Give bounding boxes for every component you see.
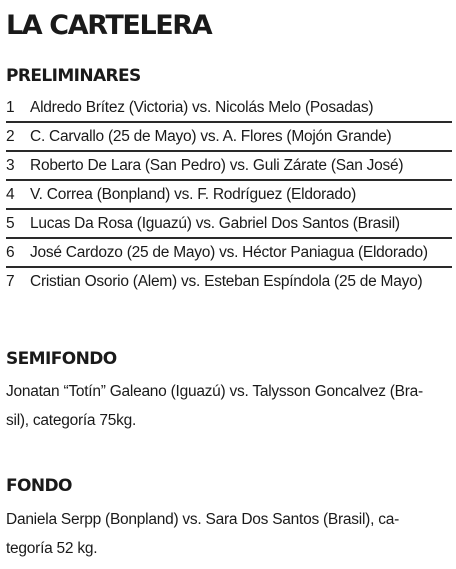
preliminares-list	[6, 94, 452, 295]
fight-text: Aldredo Brítez (Victoria) vs. Nicolás Melo (Posadas)	[30, 98, 374, 116]
list-item	[6, 94, 452, 123]
fight-number: 3	[6, 156, 15, 174]
fight-number: 7	[6, 272, 15, 290]
semifondo-line: sil), categoría 75kg.	[6, 412, 137, 429]
fight-number: 5	[6, 214, 15, 232]
fondo-line: Daniela Serpp (Bonpland) vs. Sara Dos Santos (Brasil), ca-	[6, 511, 399, 528]
fight-text: José Cardozo (25 de Mayo) vs. Héctor Paniagua (Eldorado)	[30, 243, 428, 261]
list-item	[6, 152, 452, 181]
fight-number: 1	[6, 98, 15, 116]
fondo-text	[6, 505, 454, 563]
fight-text: C. Carvallo (25 de Mayo) vs. A. Flores (Mojón Grande)	[30, 127, 392, 145]
list-item	[6, 268, 452, 295]
fight-number: 2	[6, 127, 15, 145]
fight-text: V. Correa (Bonpland) vs. F. Rodríguez (Eldorado)	[30, 185, 357, 203]
fight-text: Cristian Osorio (Alem) vs. Esteban Espíndola (25 de Mayo)	[30, 272, 423, 290]
list-item	[6, 123, 452, 152]
semifondo-line: Jonatan “Totín” Galeano (Iguazú) vs. Talysson Goncalvez (Bra-	[6, 383, 423, 400]
list-item	[6, 181, 452, 210]
semifondo-text	[6, 377, 454, 435]
fondo-line: tegoría 52 kg.	[6, 540, 98, 557]
semifondo-heading: SEMIFONDO	[6, 349, 117, 369]
list-item	[6, 210, 452, 239]
list-item	[6, 239, 452, 268]
fight-text: Lucas Da Rosa (Iguazú) vs. Gabriel Dos Santos (Brasil)	[30, 214, 400, 232]
fondo-heading: FONDO	[6, 476, 72, 496]
preliminares-heading: PRELIMINARES	[6, 66, 141, 86]
page-title: LA CARTELERA	[6, 10, 212, 41]
fight-number: 4	[6, 185, 15, 203]
fight-text: Roberto De Lara (San Pedro) vs. Guli Zárate (San José)	[30, 156, 404, 174]
fight-number: 6	[6, 243, 15, 261]
